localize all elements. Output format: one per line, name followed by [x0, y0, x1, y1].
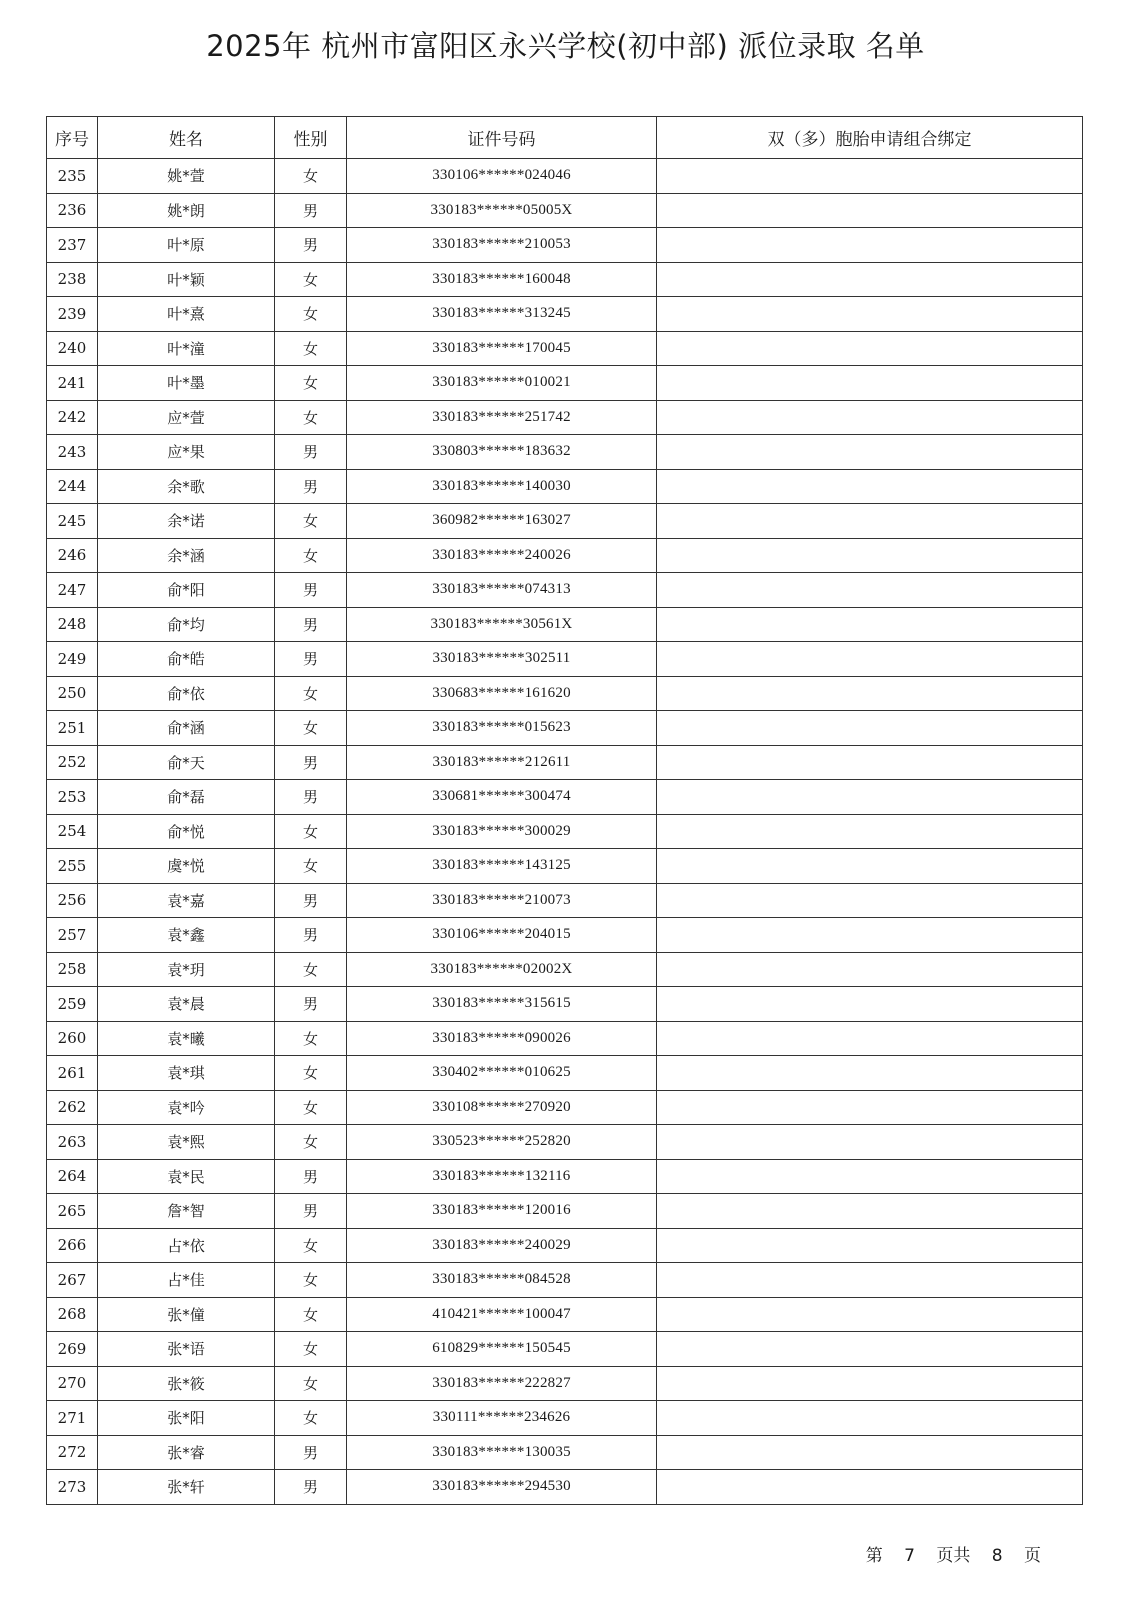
cell-gender: 男 — [275, 469, 347, 504]
cell-id-number: 330183******222827 — [347, 1366, 657, 1401]
cell-gender: 男 — [275, 1194, 347, 1229]
cell-gender: 女 — [275, 1056, 347, 1091]
cell-name: 叶*墨 — [98, 366, 275, 401]
cell-name: 俞*悦 — [98, 814, 275, 849]
cell-name: 袁*吟 — [98, 1090, 275, 1125]
cell-name: 俞*涵 — [98, 711, 275, 746]
cell-twin-binding — [657, 262, 1083, 297]
cell-twin-binding — [657, 331, 1083, 366]
table-row — [47, 952, 1083, 987]
cell-id-number: 330183******251742 — [347, 400, 657, 435]
table-row — [47, 918, 1083, 953]
cell-twin-binding — [657, 297, 1083, 332]
cell-twin-binding — [657, 711, 1083, 746]
table-row — [47, 1401, 1083, 1436]
cell-number: 244 — [47, 469, 98, 504]
cell-gender: 女 — [275, 331, 347, 366]
cell-gender: 女 — [275, 1090, 347, 1125]
cell-name: 应*果 — [98, 435, 275, 470]
cell-name: 俞*均 — [98, 607, 275, 642]
column-header-name: 姓名 — [98, 117, 275, 159]
cell-number: 237 — [47, 228, 98, 263]
cell-id-number: 330106******024046 — [347, 159, 657, 194]
cell-id-number: 330183******170045 — [347, 331, 657, 366]
cell-number: 236 — [47, 193, 98, 228]
table-body — [47, 159, 1083, 1505]
cell-twin-binding — [657, 1090, 1083, 1125]
cell-twin-binding — [657, 1056, 1083, 1091]
cell-gender: 男 — [275, 607, 347, 642]
cell-number: 240 — [47, 331, 98, 366]
cell-name: 占*佳 — [98, 1263, 275, 1298]
cell-gender: 女 — [275, 1401, 347, 1436]
cell-twin-binding — [657, 159, 1083, 194]
cell-twin-binding — [657, 1435, 1083, 1470]
cell-gender: 女 — [275, 676, 347, 711]
cell-id-number: 410421******100047 — [347, 1297, 657, 1332]
cell-gender: 女 — [275, 1366, 347, 1401]
cell-number: 273 — [47, 1470, 98, 1505]
cell-number: 270 — [47, 1366, 98, 1401]
cell-number: 260 — [47, 1021, 98, 1056]
cell-number: 248 — [47, 607, 98, 642]
cell-gender: 男 — [275, 780, 347, 815]
table-row — [47, 400, 1083, 435]
cell-name: 袁*嘉 — [98, 883, 275, 918]
table-row — [47, 814, 1083, 849]
cell-id-number: 330681******300474 — [347, 780, 657, 815]
cell-twin-binding — [657, 1470, 1083, 1505]
cell-number: 257 — [47, 918, 98, 953]
cell-name: 姚*朗 — [98, 193, 275, 228]
cell-id-number: 330183******210073 — [347, 883, 657, 918]
table-row — [47, 780, 1083, 815]
current-page-number: 7 — [904, 1546, 915, 1566]
cell-id-number: 330108******270920 — [347, 1090, 657, 1125]
cell-gender: 男 — [275, 745, 347, 780]
table-row — [47, 607, 1083, 642]
cell-twin-binding — [657, 1297, 1083, 1332]
table-row — [47, 1297, 1083, 1332]
table-row — [47, 1090, 1083, 1125]
cell-id-number: 330183******240026 — [347, 538, 657, 573]
cell-number: 261 — [47, 1056, 98, 1091]
cell-name: 袁*鑫 — [98, 918, 275, 953]
cell-number: 253 — [47, 780, 98, 815]
table-row — [47, 1366, 1083, 1401]
cell-id-number: 330183******313245 — [347, 297, 657, 332]
table-row — [47, 1470, 1083, 1505]
footer-suffix: 页 — [1024, 1546, 1041, 1566]
table-row — [47, 849, 1083, 884]
cell-name: 虞*悦 — [98, 849, 275, 884]
cell-id-number: 330183******160048 — [347, 262, 657, 297]
cell-number: 252 — [47, 745, 98, 780]
cell-gender: 男 — [275, 228, 347, 263]
cell-name: 余*涵 — [98, 538, 275, 573]
cell-twin-binding — [657, 1228, 1083, 1263]
cell-twin-binding — [657, 504, 1083, 539]
table-row — [47, 297, 1083, 332]
cell-name: 应*萱 — [98, 400, 275, 435]
cell-gender: 女 — [275, 711, 347, 746]
table-row — [47, 1125, 1083, 1160]
cell-twin-binding — [657, 849, 1083, 884]
table-row — [47, 745, 1083, 780]
cell-id-number: 330183******02002X — [347, 952, 657, 987]
cell-twin-binding — [657, 952, 1083, 987]
cell-number: 268 — [47, 1297, 98, 1332]
cell-twin-binding — [657, 469, 1083, 504]
cell-number: 256 — [47, 883, 98, 918]
cell-number: 243 — [47, 435, 98, 470]
cell-id-number: 330183******143125 — [347, 849, 657, 884]
table-row — [47, 228, 1083, 263]
cell-number: 258 — [47, 952, 98, 987]
cell-twin-binding — [657, 918, 1083, 953]
cell-twin-binding — [657, 1125, 1083, 1160]
cell-id-number: 330183******30561X — [347, 607, 657, 642]
admission-table — [46, 116, 1083, 1505]
cell-gender: 女 — [275, 1332, 347, 1367]
cell-id-number: 330183******132116 — [347, 1159, 657, 1194]
table-row — [47, 1332, 1083, 1367]
cell-id-number: 330183******240029 — [347, 1228, 657, 1263]
table-row — [47, 642, 1083, 677]
cell-gender: 男 — [275, 1435, 347, 1470]
cell-number: 272 — [47, 1435, 98, 1470]
cell-twin-binding — [657, 1021, 1083, 1056]
cell-gender: 女 — [275, 814, 347, 849]
cell-twin-binding — [657, 642, 1083, 677]
cell-number: 241 — [47, 366, 98, 401]
cell-name: 袁*晨 — [98, 987, 275, 1022]
cell-number: 246 — [47, 538, 98, 573]
table-row — [47, 262, 1083, 297]
cell-id-number: 330183******130035 — [347, 1435, 657, 1470]
cell-number: 235 — [47, 159, 98, 194]
cell-name: 袁*玥 — [98, 952, 275, 987]
cell-number: 249 — [47, 642, 98, 677]
cell-twin-binding — [657, 1194, 1083, 1229]
cell-gender: 男 — [275, 987, 347, 1022]
cell-number: 242 — [47, 400, 98, 435]
cell-id-number: 330183******210053 — [347, 228, 657, 263]
cell-number: 271 — [47, 1401, 98, 1436]
table-row — [47, 1263, 1083, 1298]
cell-id-number: 330183******302511 — [347, 642, 657, 677]
total-pages-number: 8 — [991, 1546, 1003, 1566]
table-row — [47, 1159, 1083, 1194]
cell-twin-binding — [657, 814, 1083, 849]
cell-twin-binding — [657, 435, 1083, 470]
table-row — [47, 1194, 1083, 1229]
cell-name: 叶*潼 — [98, 331, 275, 366]
cell-id-number: 330183******120016 — [347, 1194, 657, 1229]
cell-number: 262 — [47, 1090, 98, 1125]
cell-gender: 女 — [275, 538, 347, 573]
cell-id-number: 610829******150545 — [347, 1332, 657, 1367]
cell-number: 264 — [47, 1159, 98, 1194]
cell-name: 叶*原 — [98, 228, 275, 263]
table-row — [47, 883, 1083, 918]
cell-id-number: 330111******234626 — [347, 1401, 657, 1436]
cell-name: 袁*琪 — [98, 1056, 275, 1091]
cell-number: 255 — [47, 849, 98, 884]
cell-twin-binding — [657, 1401, 1083, 1436]
cell-number: 266 — [47, 1228, 98, 1263]
cell-gender: 男 — [275, 1159, 347, 1194]
cell-number: 245 — [47, 504, 98, 539]
table-row — [47, 1435, 1083, 1470]
cell-id-number: 330183******015623 — [347, 711, 657, 746]
cell-name: 俞*皓 — [98, 642, 275, 677]
column-header-number: 序号 — [47, 117, 98, 159]
column-header-gender: 性别 — [275, 117, 347, 159]
cell-id-number: 330183******074313 — [347, 573, 657, 608]
cell-id-number: 330183******05005X — [347, 193, 657, 228]
page-footer — [866, 1541, 1041, 1566]
cell-name: 袁*熙 — [98, 1125, 275, 1160]
cell-gender: 男 — [275, 918, 347, 953]
cell-number: 251 — [47, 711, 98, 746]
column-header-twin-binding: 双（多）胞胎申请组合绑定 — [657, 117, 1083, 159]
cell-twin-binding — [657, 607, 1083, 642]
cell-gender: 女 — [275, 400, 347, 435]
cell-number: 250 — [47, 676, 98, 711]
cell-id-number: 330183******010021 — [347, 366, 657, 401]
cell-gender: 男 — [275, 883, 347, 918]
cell-twin-binding — [657, 676, 1083, 711]
cell-name: 张*轩 — [98, 1470, 275, 1505]
cell-name: 袁*民 — [98, 1159, 275, 1194]
cell-name: 俞*天 — [98, 745, 275, 780]
cell-id-number: 330183******090026 — [347, 1021, 657, 1056]
cell-id-number: 330402******010625 — [347, 1056, 657, 1091]
cell-name: 俞*磊 — [98, 780, 275, 815]
footer-middle: 页共 — [936, 1546, 971, 1566]
cell-twin-binding — [657, 1366, 1083, 1401]
cell-gender: 男 — [275, 573, 347, 608]
cell-gender: 男 — [275, 642, 347, 677]
cell-gender: 女 — [275, 952, 347, 987]
cell-id-number: 330183******315615 — [347, 987, 657, 1022]
cell-name: 余*歌 — [98, 469, 275, 504]
cell-gender: 女 — [275, 159, 347, 194]
cell-id-number: 330183******300029 — [347, 814, 657, 849]
table-row — [47, 366, 1083, 401]
cell-gender: 女 — [275, 1021, 347, 1056]
cell-gender: 女 — [275, 504, 347, 539]
cell-name: 张*语 — [98, 1332, 275, 1367]
cell-number: 269 — [47, 1332, 98, 1367]
cell-name: 张*筱 — [98, 1366, 275, 1401]
cell-id-number: 330683******161620 — [347, 676, 657, 711]
cell-name: 袁*曦 — [98, 1021, 275, 1056]
cell-id-number: 330106******204015 — [347, 918, 657, 953]
cell-gender: 女 — [275, 1125, 347, 1160]
cell-gender: 女 — [275, 849, 347, 884]
table-row — [47, 1021, 1083, 1056]
cell-id-number: 330183******294530 — [347, 1470, 657, 1505]
cell-id-number: 330183******212611 — [347, 745, 657, 780]
cell-twin-binding — [657, 1263, 1083, 1298]
table-row — [47, 676, 1083, 711]
table-row — [47, 711, 1083, 746]
cell-name: 詹*智 — [98, 1194, 275, 1229]
cell-gender: 女 — [275, 262, 347, 297]
cell-gender: 男 — [275, 193, 347, 228]
cell-twin-binding — [657, 538, 1083, 573]
table-row — [47, 159, 1083, 194]
cell-name: 姚*萱 — [98, 159, 275, 194]
table-row — [47, 538, 1083, 573]
cell-twin-binding — [657, 366, 1083, 401]
cell-name: 张*睿 — [98, 1435, 275, 1470]
cell-name: 叶*颖 — [98, 262, 275, 297]
cell-id-number: 330183******084528 — [347, 1263, 657, 1298]
cell-id-number: 330183******140030 — [347, 469, 657, 504]
cell-name: 张*僮 — [98, 1297, 275, 1332]
table-row — [47, 193, 1083, 228]
table-row — [47, 435, 1083, 470]
cell-gender: 女 — [275, 1228, 347, 1263]
footer-prefix: 第 — [865, 1546, 883, 1566]
cell-twin-binding — [657, 573, 1083, 608]
cell-gender: 男 — [275, 1470, 347, 1505]
cell-name: 叶*熹 — [98, 297, 275, 332]
cell-number: 254 — [47, 814, 98, 849]
cell-twin-binding — [657, 1332, 1083, 1367]
cell-name: 俞*依 — [98, 676, 275, 711]
column-header-id-number: 证件号码 — [347, 117, 657, 159]
cell-twin-binding — [657, 883, 1083, 918]
page-title: 2025年 杭州市富阳区永兴学校(初中部) 派位录取 名单 — [206, 29, 925, 63]
cell-gender: 女 — [275, 1263, 347, 1298]
cell-number: 259 — [47, 987, 98, 1022]
cell-number: 265 — [47, 1194, 98, 1229]
cell-name: 占*依 — [98, 1228, 275, 1263]
cell-number: 263 — [47, 1125, 98, 1160]
cell-name: 张*阳 — [98, 1401, 275, 1436]
cell-gender: 女 — [275, 1297, 347, 1332]
cell-id-number: 330523******252820 — [347, 1125, 657, 1160]
cell-gender: 女 — [275, 366, 347, 401]
cell-twin-binding — [657, 228, 1083, 263]
cell-name: 俞*阳 — [98, 573, 275, 608]
table-row — [47, 331, 1083, 366]
cell-gender: 男 — [275, 435, 347, 470]
cell-number: 238 — [47, 262, 98, 297]
cell-twin-binding — [657, 780, 1083, 815]
cell-twin-binding — [657, 193, 1083, 228]
table-row — [47, 1228, 1083, 1263]
table-row — [47, 469, 1083, 504]
cell-twin-binding — [657, 745, 1083, 780]
table-row — [47, 987, 1083, 1022]
cell-name: 余*诺 — [98, 504, 275, 539]
cell-twin-binding — [657, 1159, 1083, 1194]
cell-id-number: 330803******183632 — [347, 435, 657, 470]
cell-number: 239 — [47, 297, 98, 332]
cell-gender: 女 — [275, 297, 347, 332]
cell-number: 247 — [47, 573, 98, 608]
cell-twin-binding — [657, 400, 1083, 435]
table-row — [47, 573, 1083, 608]
table-header-row — [47, 117, 1083, 159]
table-row — [47, 1056, 1083, 1091]
cell-number: 267 — [47, 1263, 98, 1298]
cell-twin-binding — [657, 987, 1083, 1022]
table-row — [47, 504, 1083, 539]
cell-id-number: 360982******163027 — [347, 504, 657, 539]
